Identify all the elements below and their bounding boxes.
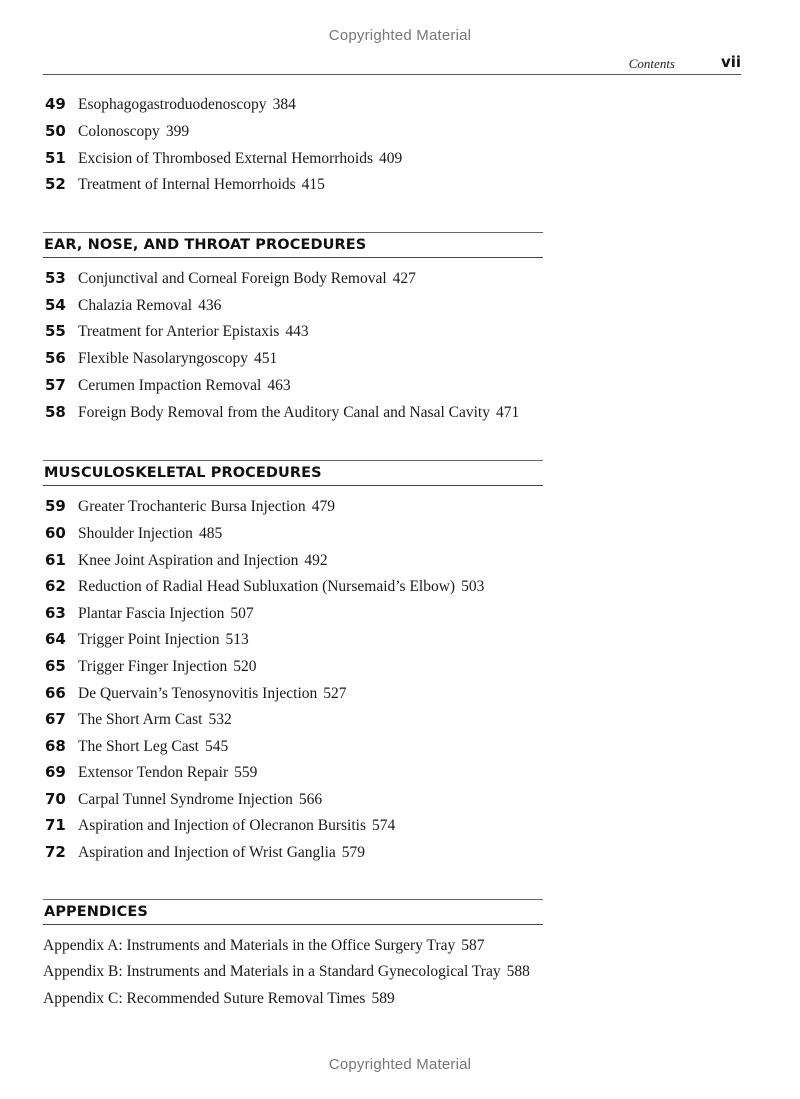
toc-entry[interactable] (45, 403, 519, 425)
toc-entry[interactable] (45, 763, 257, 785)
chapter-page: 451 (254, 350, 278, 367)
chapter-page: 471 (495, 404, 520, 421)
toc-entry[interactable] (45, 577, 484, 599)
toc-entry[interactable] (45, 551, 328, 573)
chapter-page: 507 (230, 605, 254, 622)
section-heading-musculoskeletal (43, 460, 543, 486)
toc-entry[interactable] (45, 497, 335, 519)
chapter-number: 69 (45, 763, 66, 781)
chapter-page: 479 (311, 498, 335, 515)
section-heading-text: EAR, NOSE, AND THROAT PROCEDURES (44, 237, 367, 253)
watermark-bottom: Copyrighted Material (328, 1056, 472, 1073)
chapter-title: The Short Leg Cast (78, 738, 199, 755)
toc-entry[interactable] (45, 269, 416, 291)
chapter-number: 56 (45, 349, 66, 367)
appendix-page: 589 (371, 990, 395, 1007)
watermark-top: Copyrighted Material (328, 27, 472, 44)
chapter-number: 53 (45, 269, 66, 287)
appendix-entry[interactable] (43, 937, 485, 955)
chapter-page: 527 (323, 685, 347, 702)
toc-entry[interactable] (45, 524, 222, 546)
chapter-page: 443 (285, 323, 309, 340)
chapter-page: 463 (267, 377, 291, 394)
chapter-page: 513 (225, 631, 249, 648)
toc-entry[interactable] (45, 657, 257, 679)
chapter-page: 384 (272, 96, 296, 113)
chapter-number: 70 (45, 790, 66, 808)
toc-entry[interactable] (45, 604, 254, 626)
chapter-page: 427 (392, 270, 416, 287)
section-heading-ent (43, 232, 543, 258)
toc-entry[interactable] (45, 175, 325, 197)
toc-entry[interactable] (45, 122, 189, 144)
appendix-entry[interactable] (43, 963, 530, 981)
toc-entry[interactable] (45, 816, 395, 838)
chapter-title: Plantar Fascia Injection (78, 605, 225, 622)
appendix-entry[interactable] (43, 990, 395, 1008)
chapter-title: Treatment for Anterior Epistaxis (78, 323, 280, 340)
chapter-title: Extensor Tendon Repair (78, 764, 229, 781)
chapter-number: 64 (45, 630, 66, 648)
chapter-number: 54 (45, 296, 66, 314)
chapter-title: Foreign Body Removal from the Auditory Canal and Nasal Cavity (78, 404, 490, 421)
chapter-page: 545 (204, 738, 229, 755)
chapter-number: 57 (45, 376, 66, 394)
appendix-title: Appendix B: Instruments and Materials in a Standard Gynecological Tray (43, 963, 501, 980)
chapter-title: Conjunctival and Corneal Foreign Body Removal (78, 270, 387, 287)
appendix-page: 588 (506, 963, 530, 980)
chapter-title: Excision of Thrombosed External Hemorrhoids (78, 150, 374, 167)
chapter-number: 55 (45, 322, 66, 340)
chapter-page: 409 (379, 150, 403, 167)
section-heading-appendices (43, 899, 543, 925)
chapter-page: 574 (371, 817, 396, 834)
chapter-title: Treatment of Internal Hemorrhoids (78, 176, 296, 193)
toc-entry[interactable] (45, 737, 228, 759)
chapter-number: 72 (45, 843, 66, 861)
chapter-number: 66 (45, 684, 66, 702)
chapter-page: 520 (233, 658, 257, 675)
appendix-title: Appendix C: Recommended Suture Removal Times (43, 990, 366, 1007)
chapter-title: Knee Joint Aspiration and Injection (78, 552, 299, 569)
chapter-title: Aspiration and Injection of Olecranon Bursitis (78, 817, 366, 834)
toc-entry[interactable] (45, 630, 249, 652)
chapter-number: 59 (45, 497, 66, 515)
chapter-number: 65 (45, 657, 66, 675)
appendix-page: 587 (461, 937, 485, 954)
toc-entry[interactable] (45, 322, 309, 344)
toc-entry[interactable] (45, 376, 291, 398)
section-heading-text: MUSCULOSKELETAL PROCEDURES (44, 465, 322, 481)
chapter-number: 58 (45, 403, 66, 421)
chapter-title: Shoulder Injection (78, 525, 193, 542)
chapter-title: Esophagogastroduodenoscopy (78, 96, 267, 113)
chapter-page: 492 (304, 552, 328, 569)
chapter-number: 68 (45, 737, 66, 755)
chapter-number: 61 (45, 551, 66, 569)
appendix-title: Appendix A: Instruments and Materials in the Office Surgery Tray (43, 937, 456, 954)
toc-entry[interactable] (45, 684, 347, 706)
toc-entry[interactable] (45, 149, 402, 171)
chapter-title: Carpal Tunnel Syndrome Injection (78, 791, 293, 808)
chapter-number: 50 (45, 122, 66, 140)
chapter-page: 559 (234, 764, 258, 781)
toc-entry[interactable] (45, 296, 221, 318)
chapter-page: 579 (341, 844, 366, 861)
toc-entry[interactable] (45, 710, 232, 732)
chapter-title: Trigger Finger Injection (78, 658, 228, 675)
chapter-number: 62 (45, 577, 66, 595)
chapter-title: Cerumen Impaction Removal (78, 377, 262, 394)
toc-entry[interactable] (45, 843, 365, 865)
chapter-number: 52 (45, 175, 66, 193)
chapter-page: 532 (208, 711, 232, 728)
chapter-title: Colonoscopy (78, 123, 160, 140)
running-head (43, 52, 741, 75)
chapter-title: Reduction of Radial Head Subluxation (Nursemaid’s Elbow) (78, 578, 456, 595)
chapter-title: Chalazia Removal (78, 297, 193, 314)
chapter-title: Greater Trochanteric Bursa Injection (78, 498, 306, 515)
chapter-number: 51 (45, 149, 66, 167)
chapter-title: De Quervain’s Tenosynovitis Injection (78, 685, 318, 702)
chapter-number: 49 (45, 95, 66, 113)
chapter-title: Trigger Point Injection (78, 631, 220, 648)
section-heading-text: APPENDICES (44, 904, 148, 920)
page-number: vii (720, 53, 741, 71)
chapter-title: Flexible Nasolaryngoscopy (78, 350, 249, 367)
chapter-number: 67 (45, 710, 66, 728)
toc-entry[interactable] (45, 349, 277, 371)
chapter-page: 566 (298, 791, 323, 808)
chapter-page: 399 (165, 123, 190, 140)
chapter-title: Aspiration and Injection of Wrist Ganglia (78, 844, 336, 861)
chapter-number: 63 (45, 604, 66, 622)
chapter-page: 415 (301, 176, 325, 193)
chapter-number: 71 (45, 816, 66, 834)
chapter-number: 60 (45, 524, 66, 542)
chapter-page: 485 (198, 525, 223, 542)
chapter-title: The Short Arm Cast (78, 711, 203, 728)
chapter-page: 503 (461, 578, 485, 595)
toc-entry[interactable] (45, 790, 322, 812)
chapter-page: 436 (198, 297, 222, 314)
toc-entry[interactable] (45, 95, 296, 117)
running-head-title: Contents (628, 56, 675, 71)
